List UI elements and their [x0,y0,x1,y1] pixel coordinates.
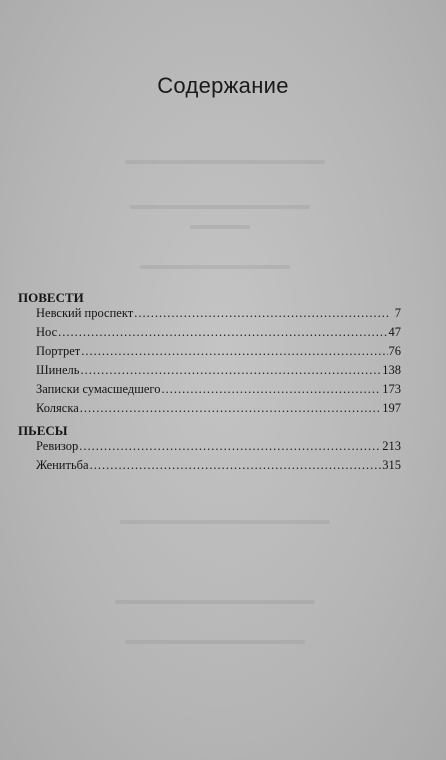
toc-entry-page: 76 [388,344,401,358]
show-through-mark [140,265,290,269]
toc-entry-title: Невский проспект [36,306,134,320]
toc-entry[interactable] [36,439,401,458]
show-through-mark [115,600,315,604]
toc-entry-page: 7 [394,306,401,320]
toc-entry[interactable] [36,344,401,363]
toc-entry-title: Женитьба [36,458,89,472]
show-through-mark [120,520,330,524]
dot-leader [80,363,381,378]
toc-entry-title: Коляска [36,401,79,415]
show-through-mark [190,225,250,229]
section-heading-povesti: ПОВЕСТИ [18,290,84,305]
toc-entry-page: 138 [382,363,401,377]
section-heading-pesy: ПЬЕСЫ [18,423,68,438]
dot-leader [79,439,381,454]
dot-leader [58,325,387,340]
toc-entry-title: Нос [36,325,58,339]
toc-entry[interactable] [36,325,401,344]
toc-list-pesy [36,439,401,477]
toc-entry[interactable] [36,382,401,401]
toc-entry[interactable] [36,363,401,382]
toc-entry[interactable] [36,458,401,477]
toc-entry[interactable] [36,306,401,325]
show-through-mark [125,640,305,644]
toc-entry-title: Ревизор [36,439,79,453]
dot-leader [161,382,381,397]
toc-list-povesti [36,306,401,420]
page-title: Содержание [157,73,289,98]
toc-entry-page: 47 [388,325,401,339]
show-through-mark [125,160,325,164]
toc-entry-title: Записки сумасшедшего [36,382,161,396]
dot-leader [80,401,381,416]
toc-entry-page: 197 [382,401,401,415]
toc-entry-page: 315 [382,458,401,472]
dot-leader [81,344,387,359]
dot-leader [134,306,390,321]
show-through-mark [130,205,310,209]
toc-entry[interactable] [36,401,401,420]
toc-entry-page: 213 [382,439,401,453]
dot-leader [90,458,382,473]
toc-entry-title: Портрет [36,344,81,358]
toc-entry-page: 173 [382,382,401,396]
toc-entry-title: Шинель [36,363,80,377]
